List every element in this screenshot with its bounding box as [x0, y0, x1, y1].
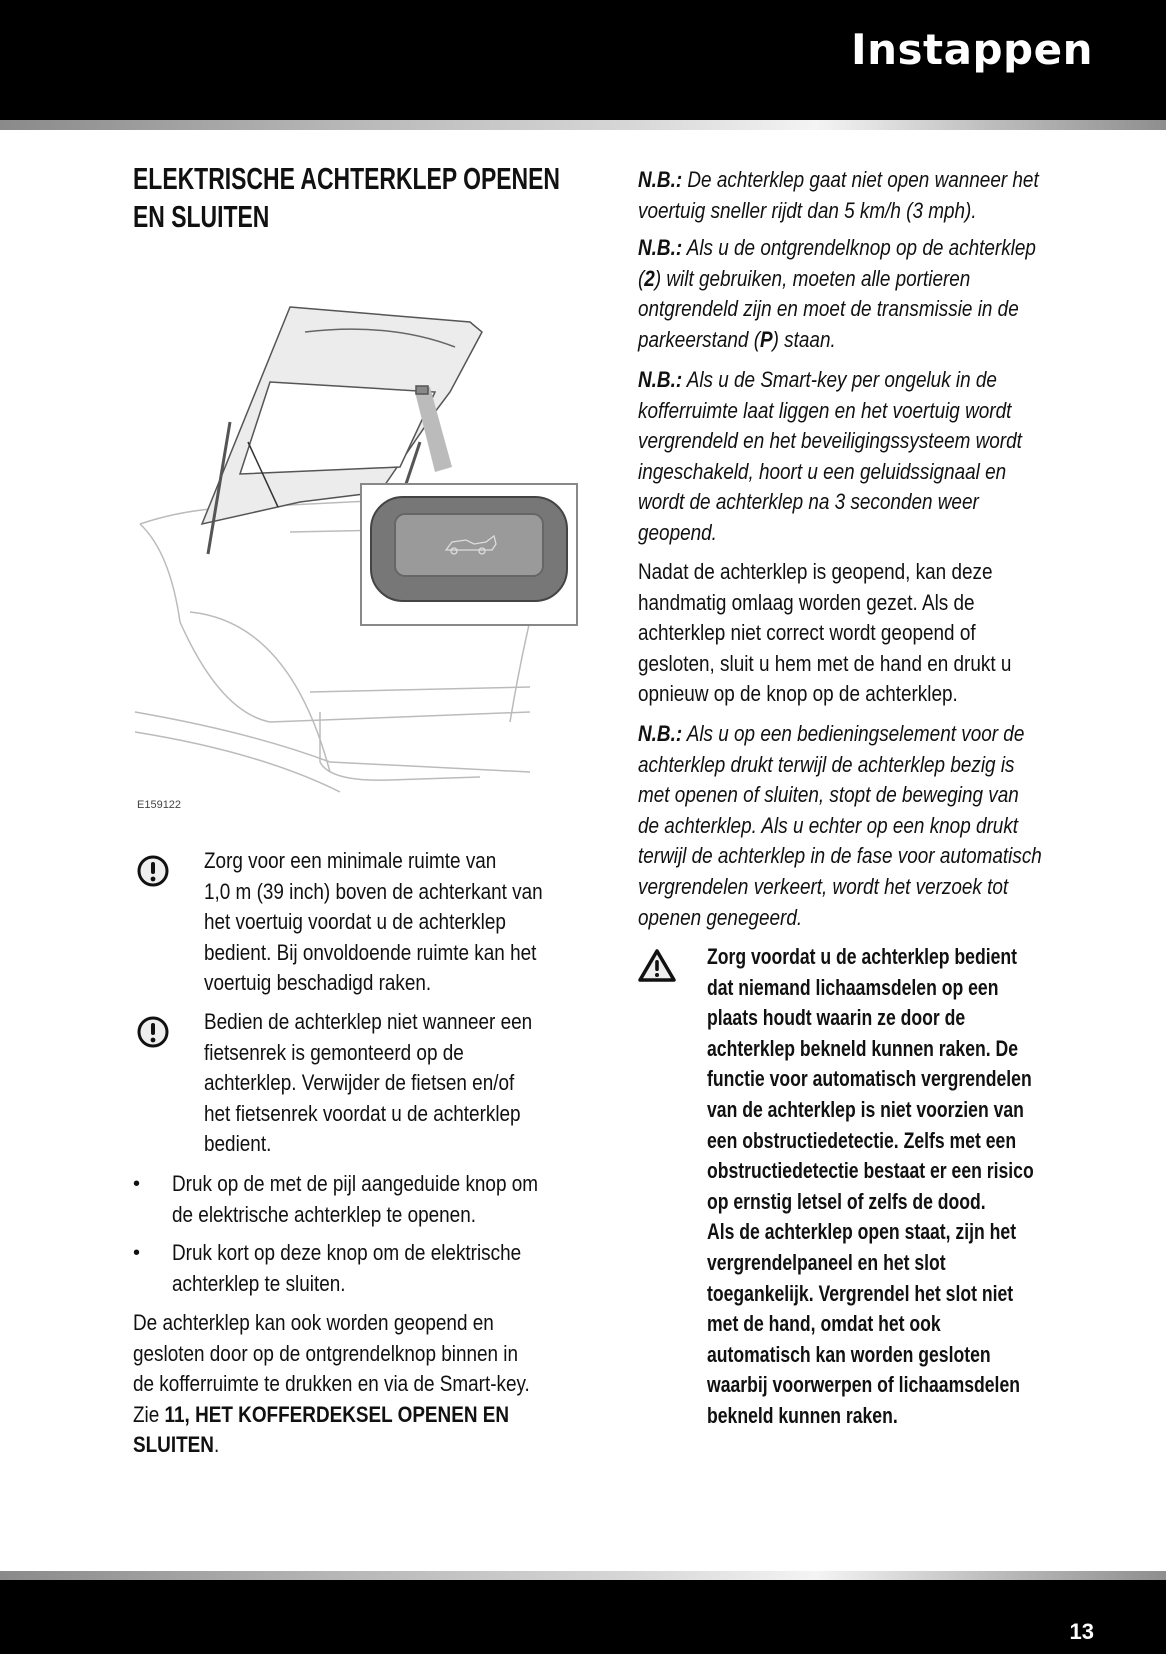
text-line: vergrendelpaneel en het slot — [707, 1249, 946, 1275]
text-line — [638, 325, 1036, 356]
text-segment: . — [213, 1432, 220, 1458]
text-line: achterklep niet correct wordt geopend of — [638, 620, 976, 646]
text-line: het voertuig voordat u de achterklep — [204, 909, 506, 935]
bullet: • — [133, 1242, 141, 1264]
text-line: voertuig sneller rijdt dan 5 km/h (3 mph). — [638, 197, 977, 223]
text-line: fietsenrek is gemonteerd op de — [204, 1039, 464, 1065]
text-line: dat niemand lichaamsdelen op een — [707, 974, 999, 1000]
text-segment: Zie — [133, 1401, 165, 1427]
note-speed — [638, 165, 1104, 226]
page-header — [0, 0, 1166, 120]
text-line — [133, 1430, 530, 1461]
text-line: functie voor automatisch vergrendelen — [707, 1066, 1032, 1092]
caution-icon — [137, 1016, 169, 1048]
text-line: vergrendelen verkeert, wordt het verzoek tot — [638, 873, 1009, 899]
text-line: Nadat de achterklep is geopend, kan deze — [638, 559, 993, 584]
text-line: plaats houdt waarin ze door de — [707, 1005, 966, 1031]
text-line: achterklep te sluiten. — [172, 1270, 346, 1296]
text-line: automatisch kan worden gesloten — [707, 1341, 991, 1367]
caution-icon — [137, 855, 169, 887]
bold-text: N.B.: — [638, 235, 683, 260]
bullet-item — [172, 1169, 598, 1230]
text-line: van de achterklep is niet voorzien van — [707, 1096, 1024, 1122]
text-line: bedient. Bij onvoldoende ruimte kan het — [204, 939, 537, 965]
text-line: op ernstig letsel of zelfs de dood. — [707, 1188, 986, 1214]
text-line: gesloten, sluit u hem met de hand en drukt u — [638, 650, 1012, 676]
warning-triangle-icon — [637, 948, 677, 984]
header-divider — [0, 120, 1166, 130]
bold-text: SLUITEN — [133, 1432, 214, 1458]
bold-text: N.B.: — [638, 167, 683, 192]
bold-text: P — [759, 326, 773, 352]
text-line: toegankelijk. Vergrendel het slot niet — [707, 1280, 1014, 1306]
text-line: openen genegeerd. — [638, 904, 803, 930]
body-paragraph — [133, 1308, 594, 1461]
text-line: Zorg voor een minimale ruimte van — [204, 848, 497, 873]
bullet: • — [133, 1173, 141, 1195]
text-line: Druk op de met de pijl aangeduide knop om — [172, 1171, 539, 1196]
page-footer — [0, 1580, 1166, 1654]
page-number: 13 — [1069, 1619, 1094, 1644]
bold-text: N.B.: — [638, 367, 683, 392]
text-line: achterklep drukt terwijl de achterklep bezig is — [638, 751, 1015, 777]
text-line: De achterklep kan ook worden geopend en — [133, 1310, 494, 1335]
section-title-line: EN SLUITEN — [133, 199, 270, 234]
text-line: een obstructiedetectie. Zelfs met een — [707, 1127, 1017, 1153]
figure-label: E159122 — [137, 799, 182, 811]
text-line: opnieuw op de knop op de achterklep. — [638, 681, 958, 707]
text-line — [638, 719, 1042, 750]
text-segment: ( — [638, 265, 645, 291]
bold-text: 2 — [644, 265, 655, 291]
text-line: waarbij voorwerpen of lichaamsdelen — [707, 1372, 1020, 1398]
bold-text: 11, HET KOFFERDEKSEL OPENEN EN — [164, 1401, 510, 1427]
text-line: het fietsenrek voordat u de achterklep — [204, 1100, 521, 1126]
text-line — [638, 233, 1036, 264]
note-release-button — [638, 233, 1101, 355]
text-segment: De achterklep gaat niet open wanneer het — [682, 167, 1039, 192]
text-segment: Als u op een bedieningselement voor de — [682, 721, 1025, 746]
text-line: bedient. — [204, 1131, 272, 1157]
text-line — [638, 264, 1036, 295]
warning-text — [707, 942, 1115, 1432]
note-interrupt — [638, 719, 1108, 933]
text-segment: ) staan. — [772, 326, 836, 352]
text-segment: Als u de Smart-key per ongeluk in de — [682, 367, 997, 392]
text-line: Als de achterklep open staat, zijn het — [707, 1219, 1017, 1245]
text-line: gesloten door op de ontgrendelknop binnen in — [133, 1340, 519, 1366]
text-line: Bedien de achterklep niet wanneer een — [204, 1009, 533, 1034]
text-segment: parkeerstand ( — [638, 326, 760, 352]
text-segment: ) wilt gebruiken, moeten alle portieren — [654, 265, 971, 291]
text-line: terwijl de achterklep in de fase voor automatisch — [638, 843, 1042, 869]
text-line — [638, 165, 1039, 196]
text-line: achterklep. Verwijder de fietsen en/of — [204, 1070, 515, 1096]
text-line: bekneld kunnen raken. — [707, 1402, 898, 1428]
text-line: voertuig beschadigd raken. — [204, 970, 432, 996]
text-line: ontgrendeld zijn en moet de transmissie in de — [638, 296, 1019, 322]
section-title — [133, 160, 710, 236]
section-title-line: ELEKTRISCHE ACHTERKLEP OPENEN — [133, 161, 560, 196]
text-line — [638, 365, 1022, 396]
text-line: Zorg voordat u de achterklep bedient — [707, 944, 1018, 969]
text-line: met openen of sluiten, stopt de beweging van — [638, 782, 1019, 808]
text-line: de kofferruimte te drukken en via de Smart-key. — [133, 1371, 530, 1397]
bold-text: N.B.: — [638, 721, 683, 746]
caution-note — [204, 1007, 586, 1160]
text-line: de elektrische achterklep te openen. — [172, 1201, 476, 1227]
text-line: wordt de achterklep na 3 seconden weer — [638, 489, 979, 515]
text-line: obstructiedetectie bestaat er een risico — [707, 1158, 1034, 1184]
text-line: ingeschakeld, hoort u een geluidssignaal en — [638, 458, 1007, 484]
text-line: handmatig omlaag worden gezet. Als de — [638, 589, 975, 615]
text-line: Druk kort op deze knop om de elektrische — [172, 1240, 522, 1265]
bullet-item — [172, 1238, 578, 1299]
text-line: kofferruimte laat liggen en het voertuig wordt — [638, 397, 1012, 423]
text-line — [133, 1400, 530, 1431]
text-segment: Als u de ontgrendelknop op de achterklep — [682, 235, 1036, 260]
text-line: 1,0 m (39 inch) boven de achterkant van — [204, 878, 543, 904]
chapter-title: Instappen — [851, 25, 1093, 74]
text-line: vergrendeld en het beveiligingssysteem wordt — [638, 428, 1022, 454]
note-smart-key — [638, 365, 1084, 549]
caution-note — [204, 846, 598, 999]
body-paragraph — [638, 557, 1072, 710]
text-line: geopend. — [638, 519, 717, 545]
text-line: de achterklep. Als u echter op een knop drukt — [638, 812, 1019, 838]
text-line: met de hand, omdat het ook — [707, 1311, 941, 1337]
text-line: achterklep bekneld kunnen raken. De — [707, 1035, 1019, 1061]
tailgate-illustration — [130, 292, 600, 807]
